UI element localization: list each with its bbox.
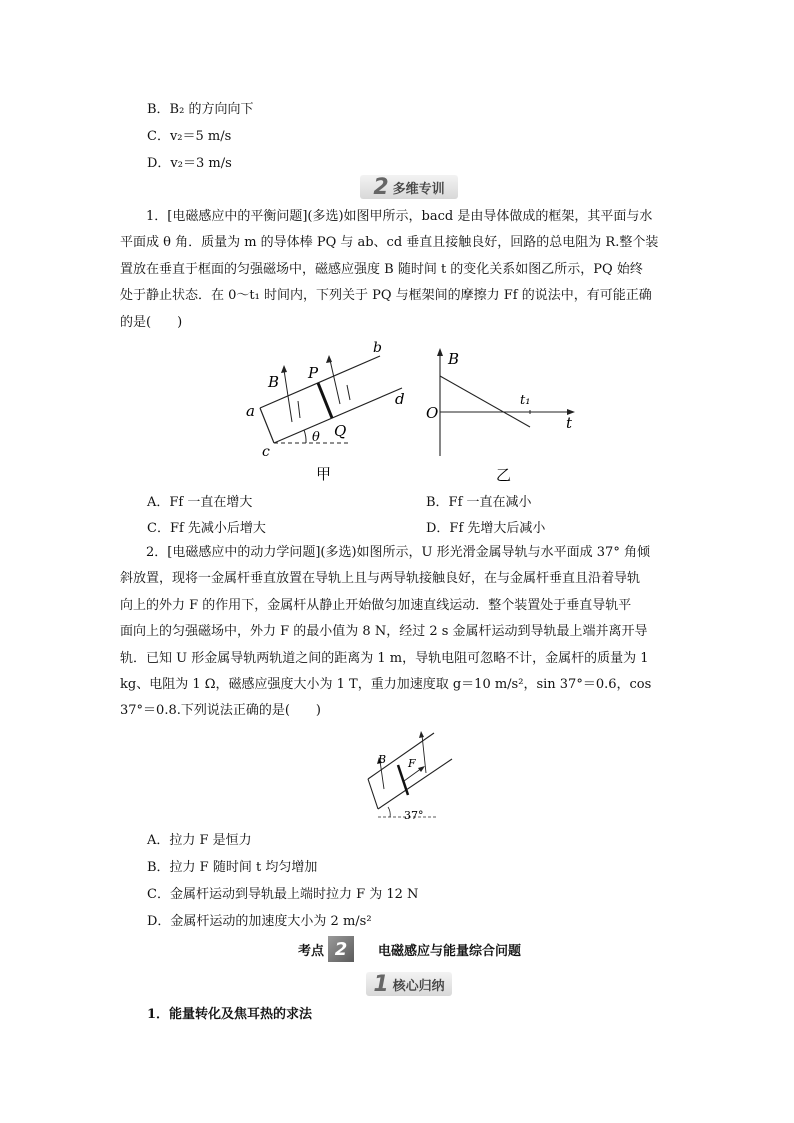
section-banner-hexin xyxy=(366,972,452,996)
figure-jia xyxy=(240,338,420,488)
label-yi-O: O xyxy=(426,404,439,422)
question-2-text xyxy=(120,540,680,725)
label-a: a xyxy=(246,402,255,420)
q2-line: 2．[电磁感应中的动力学问题](多选)如图所示，U 形光滑金属导轨与水平面成 37° 角倾 xyxy=(146,545,650,560)
option-d-top: D．v₂＝3 m/s xyxy=(147,156,232,171)
section-banner-duowei xyxy=(360,175,458,199)
q1-line: 处于静止状态．在 0～t₁ 时间内，下列关于 PQ 与框架间的摩擦力 Ff 的说法中，有可能正确 xyxy=(120,288,652,304)
label-Q: Q xyxy=(334,422,347,440)
q1-line: 平面成 θ 角．质量为 m 的导体棒 PQ 与 ab、cd 垂直且接触良好，回路的总电阻为 R.整个装 xyxy=(120,235,659,251)
q2-option-c: C．金属杆运动到导轨最上端时拉力 F 为 12 N xyxy=(147,887,419,902)
kaodian-title: 电磁感应与能量综合问题 xyxy=(378,943,522,959)
label-yi-t1: t₁ xyxy=(520,393,531,408)
q2-line: 斜放置，现将一金属杆垂直放置在导轨上且与两导轨接触良好，在与金属杆垂直且沿着导轨 xyxy=(120,571,641,587)
q2-line: 面向上的匀强磁场中，外力 F 的最小值为 8 N，经过 2 s 金属杆运动到导轨最上端并离开导 xyxy=(120,624,648,640)
q2-line: 轨．已知 U 形金属导轨两轨道之间的距离为 1 m，导轨电阻可忽略不计，金属杆的质量为 1 xyxy=(120,650,649,666)
core-banner-label: 核心归纳 xyxy=(392,978,445,994)
q1-option-c: C．Ff 先减小后增大 xyxy=(147,521,266,536)
q2-option-b: B．拉力 F 随时间 t 均匀增加 xyxy=(147,860,318,875)
option-c-top: C．v₂＝5 m/s xyxy=(147,129,232,144)
q2-label-B: B xyxy=(378,753,387,766)
q2-label-angle: 37° xyxy=(404,809,424,822)
label-c: c xyxy=(262,444,270,460)
q1-option-a: A．Ff 一直在增大 xyxy=(147,495,253,510)
q1-line: 置放在垂直于框面的匀强磁场中，磁感应强度 B 随时间 t 的变化关系如图乙所示，PQ 始终 xyxy=(120,261,643,277)
q2-option-d: D．金属杆运动的加速度大小为 2 m/s² xyxy=(147,914,372,929)
q1-line: 1．[电磁感应中的平衡问题](多选)如图甲所示，bacd 是由导体做成的框架，其平面与水 xyxy=(146,209,653,224)
label-yi-B: B xyxy=(448,350,460,368)
figure-yi xyxy=(420,346,580,488)
q2-option-a: A．拉力 F 是恒力 xyxy=(147,833,252,848)
q2-label-F: F xyxy=(408,757,416,770)
kaodian-number: 2 xyxy=(328,936,354,962)
option-b-top: B．B₂ 的方向向下 xyxy=(147,102,254,117)
label-yi-t: t xyxy=(566,414,573,432)
q1-option-d: D．Ff 先增大后减小 xyxy=(426,521,546,536)
label-theta: θ xyxy=(312,430,320,445)
q2-line: 向上的外力 F 的作用下，金属杆从静止开始做匀加速直线运动．整个装置处于垂直导轨平 xyxy=(120,597,632,613)
q2-line: 37°＝0.8.下列说法正确的是( ) xyxy=(120,703,321,719)
label-b-small: b xyxy=(373,340,382,356)
banner-label: 多维专训 xyxy=(392,181,445,197)
kaodian-heading xyxy=(298,936,521,962)
label-P: P xyxy=(308,364,319,382)
caption-yi: 乙 xyxy=(496,466,512,484)
banner-number: 2 xyxy=(373,174,389,200)
label-d: d xyxy=(395,390,405,408)
label-B-field: B xyxy=(268,373,280,391)
core-banner-number: 1 xyxy=(373,971,389,997)
question-1-text xyxy=(120,204,680,336)
item-1-heading: 1．能量转化及焦耳热的求法 xyxy=(147,1007,313,1022)
caption-jia: 甲 xyxy=(316,465,332,483)
kaodian-prefix: 考点 xyxy=(298,943,325,959)
q1-option-b: B．Ff 一直在减小 xyxy=(426,495,532,510)
figure-q2-incline xyxy=(362,727,458,823)
q2-line: kg、电阻为 1 Ω，磁感应强度大小为 1 T，重力加速度取 g＝10 m/s²，sin 37°＝0.6，cos xyxy=(120,677,652,693)
q1-line: 的是( ) xyxy=(120,314,183,330)
